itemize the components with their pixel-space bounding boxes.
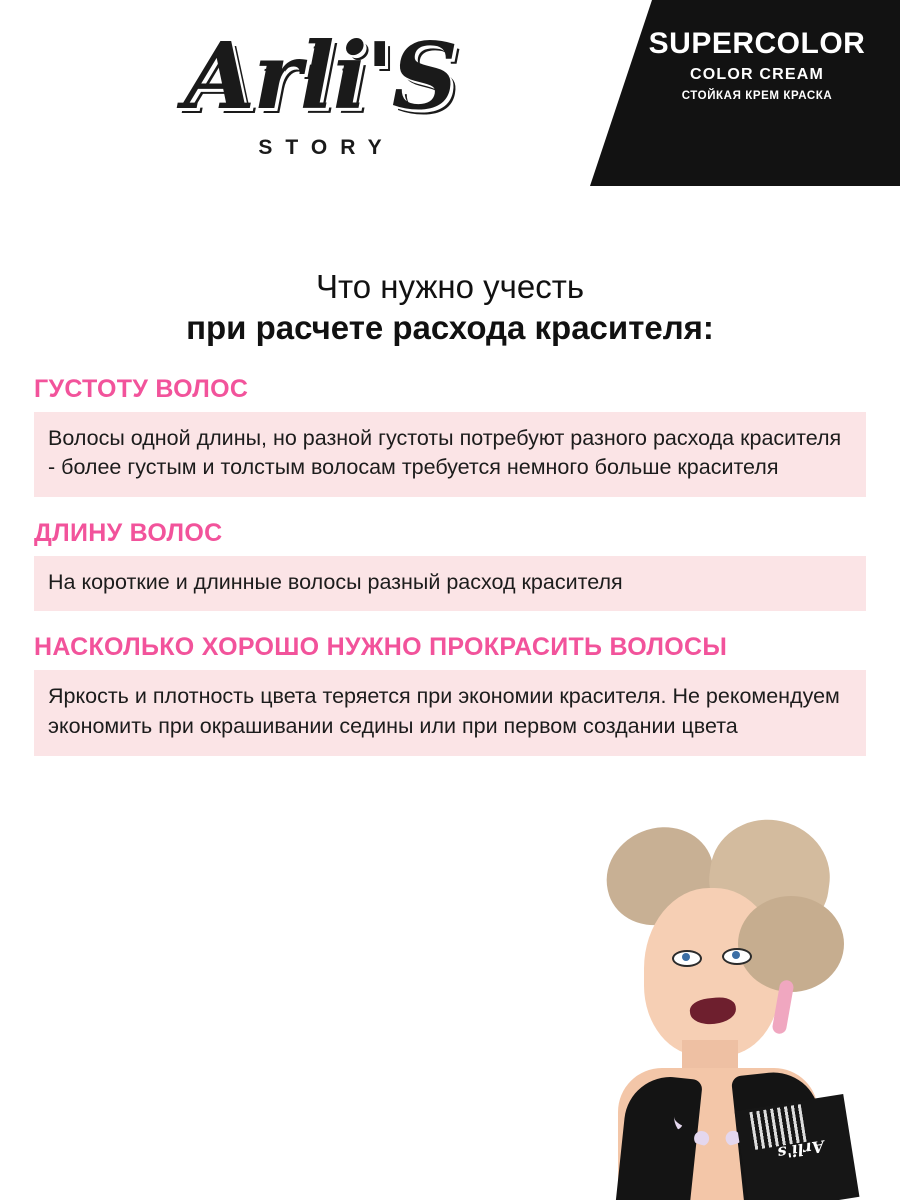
section-heading: ДЛИНУ ВОЛОС [34,518,223,547]
section-body [34,670,866,755]
section-body-text: Яркость и плотность цвета теряется при экономии красителя. Не рекомендуем экономить при окрашивании седины или при первом создании цвета [48,684,840,739]
section-coverage-quality [34,633,866,755]
badge-subtitle: COLOR CREAM [689,65,825,83]
section-body [34,412,866,497]
page-header [0,0,900,250]
badge-title: SUPERCOLOR [648,27,866,60]
product-box-label: Arli's [776,1136,826,1163]
pupil-right [732,951,740,959]
badge-subtitle-ru: СТОЙКАЯ КРЕМ КРАСКА [681,89,833,102]
product-brand-badge [632,28,882,102]
section-body [34,556,866,612]
page-title-line-1: Что нужно учесть [315,268,585,305]
section-heading: ГУСТОТУ ВОЛОС [34,374,249,403]
pupil-left [682,953,690,961]
section-heading: НАСКОЛЬКО ХОРОШО НУЖНО ПРОКРАСИТЬ ВОЛОСЫ [34,633,728,662]
logo-tagline: STORY [258,135,395,159]
section-hair-length [34,519,866,612]
hair-bun-side [738,896,844,992]
section-body-text: Волосы одной длины, но разной густоты потребуют разного расхода красителя - более густым и толстым волосам требуется немного больше красителя [48,425,842,480]
section-body-text: На короткие и длинные волосы разный расход красителя [48,569,623,594]
page-title [0,266,900,349]
page-title-line-2: при расчете расхода красителя: [186,309,714,347]
model-illustration [570,810,900,1200]
brand-logo [0,24,640,160]
section-hair-density [34,375,866,497]
logo-wordmark: Arli'S [183,22,457,130]
content-sections [0,349,900,756]
